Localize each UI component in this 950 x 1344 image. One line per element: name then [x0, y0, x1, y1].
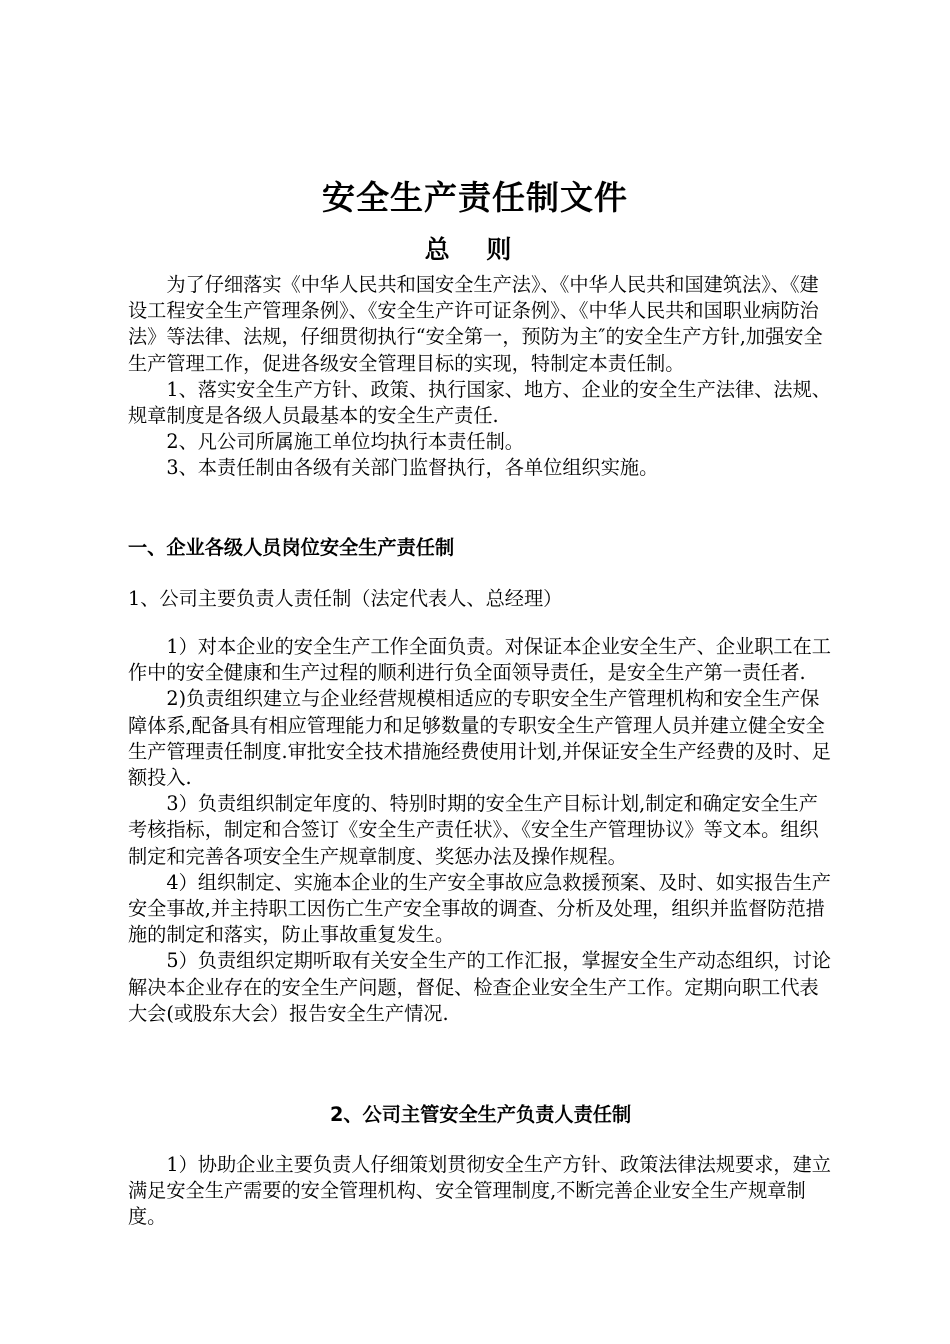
section-heading: 一、企业各级人员岗位安全生产责任制: [128, 536, 455, 559]
clause-paragraph: 1）对本企业的安全生产工作全面负责。对保证本企业安全生产、企业职工在工作中的安全健康和生产过程的顺利进行负全面领导责任，是安全生产第一责任者.: [128, 635, 831, 685]
intro-paragraph: 1、落实安全生产方针、政策、执行国家、地方、企业的安全生产法律、法规、规章制度是各级人员最基本的安全生产责任.: [128, 377, 831, 428]
clause-paragraph: 3）负责组织制定年度的、特别时期的安全生产目标计划,制定和确定安全生产考核指标，制定和合签订《安全生产责任状》、《安全生产管理协议》等文本。组织制定和完善各项安全生产规章制度、奖惩办法及操作规程。: [128, 792, 819, 868]
intro-section: [128, 272, 834, 482]
clause-paragraph: 1）协助企业主要负责人仔细策划贯彻安全生产方针、政策法律法规要求，建立满足安全生产需要的安全管理机构、安全管理制度,不断完善企业安全生产规章制度。: [128, 1153, 831, 1229]
clause-paragraph: 4）组织制定、实施本企业的生产安全事故应急救援预案、及时、如实报告生产安全事故,并主持职工因伤亡生产安全事故的调查、分析及处理，组织并监督防范措施的制定和落实，防止事故重复发生。: [128, 870, 831, 947]
intro-paragraph: 2、凡公司所属施工单位均执行本责任制。: [166, 430, 524, 454]
item1-body: [128, 634, 834, 1027]
document-title: 安全生产责任制文件: [322, 178, 628, 217]
intro-paragraph: 为了仔细落实《中华人民共和国安全生产法》、《中华人民共和国建筑法》、《建设工程安全生产管理条例》、《安全生产许可证条例》、《中华人民共和国职业病防治法》等法律、法规，仔细贯彻执行“安全第一，预防为主″的安全生产方针,加强安全生产管理工作，促进各级安全管理目标的实现，特制定本责任制。: [128, 273, 823, 375]
clause-paragraph: 2)负责组织建立与企业经营规模相适应的专职安全生产管理机构和安全生产保障体系,配备具有相应管理能力和足够数量的专职安全生产管理人员并建立健全安全生产管理责任制度.审批安全技术措施经费使用计划,并保证安全生产经费的及时、足额投入.: [128, 687, 831, 790]
item2-body: [128, 1152, 834, 1231]
item-heading: 2、公司主管安全生产负责人责任制: [330, 1103, 632, 1126]
document-subtitle: 总 则: [424, 235, 526, 264]
clause-paragraph: 5）负责组织定期听取有关安全生产的工作汇报，掌握安全生产动态组织，讨论解决本企业存在的安全生产问题，督促、检查企业安全生产工作。定期向职工代表大会(或股东大会）报告安全生产情况.: [128, 949, 831, 1025]
intro-paragraph: 3、本责任制由各级有关部门监督执行，各单位组织实施。: [166, 456, 659, 480]
item-heading: 1、公司主要负责人责任制（法定代表人、总经理）: [128, 587, 563, 610]
